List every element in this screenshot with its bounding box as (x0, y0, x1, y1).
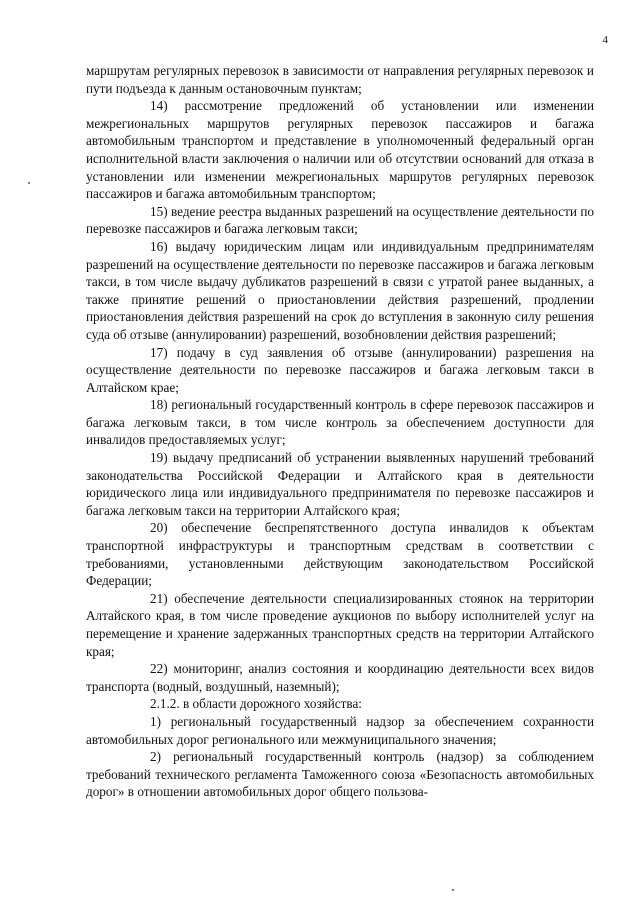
paragraph-text: ведение реестра выданных разрешений на осуществление деятельности по перевозке пассажиров и багажа легковым такси; (86, 203, 595, 237)
paragraph-text: подачу в суд заявления об отзыве (аннулировании) разрешения на осуществление деятельности по перевозке пассажиров и багажа легковым такси в Алтайском крае; (86, 344, 595, 395)
item-number: 20) (150, 520, 168, 536)
paragraph-text: в области дорожного хозяйства: (182, 696, 362, 712)
paragraph-item-17 (86, 344, 594, 397)
item-number: 1) (150, 713, 161, 729)
scan-speck (28, 182, 30, 184)
paragraph-text: обеспечение беспрепятственного доступа инвалидов к объектам транспортной инфраструктуры и транспортным средствам в соответствии с требованиями, установленными действующим законодательством Российской Федерации; (86, 520, 594, 589)
section-number: 2.1.2. (150, 696, 180, 712)
paragraph-sub-item-1 (86, 713, 594, 748)
paragraph-text: региональный государственный контроль (надзор) за соблюдением требований технического регламента Таможенного союза «Безопасность автомобильных дорог» в отношении автомобильных дорог общего пользова- (86, 749, 594, 800)
item-number: 15) (150, 203, 168, 219)
item-number: 22) (150, 661, 168, 677)
paragraph-continuation (86, 62, 594, 97)
scan-speck (452, 889, 454, 891)
paragraph-text: выдачу юридическим лицам или индивидуальным предпринимателям разрешений на осуществление деятельности по перевозке пассажиров и багажа легковым такси, в том числе выдачу дубликатов разрешений в связи с утратой ранее выданных, а также принятие решений о приостановлении действия разрешений, продлении приостановления действия разрешений на срок до вступления в законную силу решения суда об отзыве (аннулировании) разрешений, возобновлении действия разрешений; (86, 238, 595, 342)
paragraph-item-21 (86, 590, 594, 660)
paragraph-item-14 (86, 97, 594, 203)
paragraph-text: рассмотрение предложений об установлении или изменении межрегиональных маршрутов регулярных перевозок пассажиров и багажа автомобильным транспортом и представление в уполномоченный федеральный орган исполнительной власти заключения о наличии или об отсутствии оснований для отказа в установлении или изменении межрегиональных маршрутов регулярных перевозок пассажиров и багажа автомобильным транспортом; (86, 98, 594, 202)
paragraph-item-20 (86, 519, 594, 589)
item-number: 21) (150, 590, 168, 606)
paragraph-section-2-1-2 (86, 695, 594, 713)
document-body (86, 62, 594, 801)
paragraph-sub-item-2 (86, 748, 594, 801)
item-number: 16) (150, 238, 168, 254)
item-number: 14) (150, 98, 168, 114)
paragraph-text: выдачу предписаний об устранении выявленных нарушений требований законодательства Российской Федерации и Алтайского края в деятельности юридического лица или индивидуального предпринимателя по перевозке пассажиров и багажа легковым такси на территории Алтайского края; (86, 450, 595, 518)
page-number: 4 (602, 34, 608, 46)
paragraph-text: маршрутам регулярных перевозок в зависимости от направления регулярных перевозок и пути подъезда к данным остановочным пунктам; (86, 63, 594, 96)
paragraph-item-15 (86, 203, 594, 238)
paragraph-text: региональный государственный надзор за обеспечением сохранности автомобильных дорог регионального или межмуниципального значения; (86, 713, 595, 747)
paragraph-item-16 (86, 238, 594, 344)
paragraph-text: обеспечение деятельности специализированных стоянок на территории Алтайского края, в том числе проведение аукционов по выбору исполнителей услуг на перемещение и хранение задержанных транспортных средств на территории Алтайского края; (86, 590, 594, 659)
item-number: 18) (150, 397, 168, 413)
paragraph-item-19 (86, 449, 594, 519)
item-number: 17) (150, 344, 168, 360)
item-number: 19) (150, 450, 168, 466)
paragraph-item-18 (86, 396, 594, 449)
item-number: 2) (150, 749, 161, 765)
paragraph-text: региональный государственный контроль в сфере перевозок пассажиров и багажа легковым такси, в том числе контроль за обеспечением доступности для инвалидов предоставляемых услуг; (86, 397, 595, 448)
paragraph-text: мониторинг, анализ состояния и координацию деятельности всех видов транспорта (водный, воздушный, наземный); (86, 661, 594, 694)
paragraph-item-22 (86, 660, 594, 695)
